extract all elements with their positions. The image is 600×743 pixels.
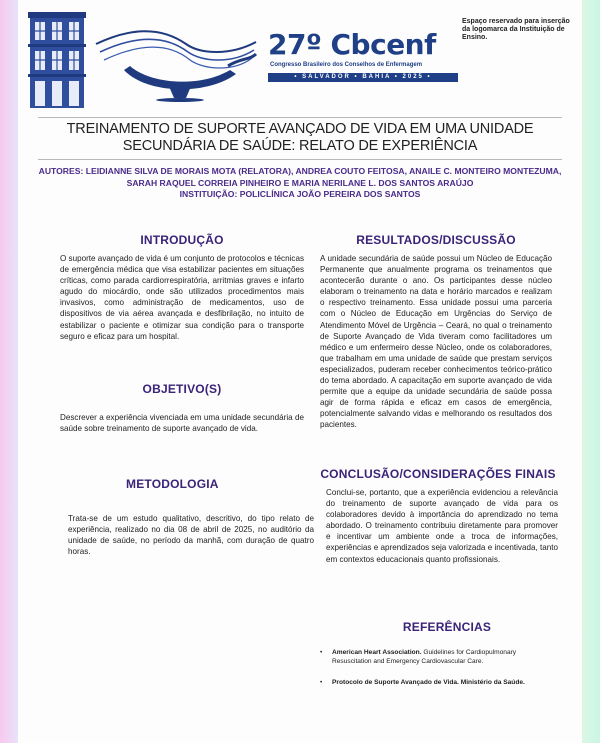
nursing-lamp-icon — [90, 14, 260, 102]
section-resultados — [320, 233, 552, 431]
section-heading: OBJETIVO(S) — [142, 382, 222, 396]
poster-header — [18, 0, 582, 118]
event-location: • SALVADOR • BAHIA • 2025 • — [268, 73, 458, 82]
section-heading: METODOLOGIA — [126, 477, 219, 491]
reference-item — [320, 678, 554, 687]
section-heading: REFERÊNCIAS — [402, 620, 492, 634]
section-text: Descrever a experiência vivenciada em uma unidade secundária de saúde sobre treinamento de suporte avançado de vida. — [60, 413, 304, 434]
institution: INSTITUIÇÃO: POLICLÍNICA JOÃO PEREIRA DOS SANTOS — [179, 189, 421, 199]
divider — [38, 159, 562, 160]
section-heading: RESULTADOS/DISCUSSÃO — [356, 233, 516, 247]
section-text: Conclui-se, portanto, que a experiência evidenciou a relevância do treinamento de suporte avançado de vida para os colaboradores devido à importância do aprendizado no tema abordado. O treinamento contribuiu diretamente para promover e incentivar um ambiente onde a troca de informações, experiências e aprendizados seja valorizada e incentivada, tanto em contextos educacionais quanto profissionais. — [326, 488, 558, 564]
authors-list: AUTORES: LEIDIANNE SILVA DE MORAIS MOTA (RELATORA), ANDREA COUTO FEITOSA, ANAILE C. MONTEIRO MONTEZUMA, SARAH RAQUEL CORREIA PINHEIRO E MARIA NERILANE L. DOS SANTOS ARAÚJO — [38, 166, 562, 188]
section-text: O suporte avançado de vida é um conjunto de protocolos e técnicas de emergência médica que visa estabilizar pacientes em situações críticas, como parada cardiorrespiratória, arritmias graves e infarto agudo do miocárdio, onde são utilizados procedimentos mais invasivos, como administração de medicamentos, uso de dispositivos de via aérea avançada e desfibrilação, no intuito de estabilizar o paciente e otimizar sua condição para o transporte seguro e eficaz para um hospital. — [60, 254, 304, 341]
reference-author: American Heart Association. — [332, 649, 422, 656]
event-title: 27º Cbcenf — [268, 28, 436, 61]
section-heading: CONCLUSÃO/CONSIDERAÇÕES FINAIS — [320, 467, 556, 481]
section-conclusao — [318, 467, 558, 565]
reference-item — [320, 648, 554, 666]
reference-detail: Guidelines for Cardiopulmonary Resuscitation and Emergency Cardiovascular Care. — [332, 649, 517, 665]
event-subtitle: Congresso Brasileiro dos Conselhos de Enfermagem — [270, 62, 423, 68]
poster — [18, 0, 582, 743]
references-list — [320, 648, 554, 687]
section-objetivo — [60, 382, 304, 434]
section-heading: INTRODUÇÃO — [140, 233, 224, 247]
section-text: A unidade secundária de saúde possui um Núcleo de Educação Permanente que anualmente programa os treinamentos que acontecerão durante o ano. Os participantes desse núcleo elaboram o treinamento na data e horário marcados e realizam o respectivo treinamento. Essa unidade possui uma parceria com o Núcleo de Educação em Urgências do Serviço de Atendimento Móvel de Urgência – Ceará, no qual o treinamento de Suporte Avançado de Vida tiveram como facilitadores um médico e um enfermeiro desse Núcleo, onde os colaboradores, que trabalham em uma unidade de saúde que prestam serviços especializados, puderam receber conhecimentos teórico-prático do tema abordado. A capacitação em suporte avançado de vida permite que a equipe da unidade secundária de saúde possa agir de forma rápida e eficaz em casos de emergência, potencialmente salvando vidas e melhorando os resultados dos pacientes. — [320, 254, 552, 430]
divider — [38, 117, 562, 118]
section-metodologia-heading-wrap — [80, 477, 324, 491]
section-referencias — [320, 620, 554, 699]
reference-author: Protocolo de Suporte Avançado de Vida. Ministério da Saúde. — [332, 679, 525, 686]
section-metodologia — [68, 513, 314, 557]
section-text: Trata-se de um estudo qualitativo, descritivo, do tipo relato de experiência, realizado no dia 08 de abril de 2025, no auditório da unidade de saúde, no período da manhã, com duração de quatro horas. — [68, 514, 314, 557]
building-icon — [28, 10, 86, 110]
section-introducao — [60, 233, 304, 342]
poster-title: TREINAMENTO DE SUPORTE AVANÇADO DE VIDA EM UMA UNIDADE SECUNDÁRIA DE SAÚDE: RELATO DE EXPERIÊNCIA — [66, 121, 534, 154]
logo-placeholder-text: Espaço reservado para inserção da logomarca da Instituição de Ensino. — [462, 18, 570, 41]
authors-block — [38, 166, 562, 201]
